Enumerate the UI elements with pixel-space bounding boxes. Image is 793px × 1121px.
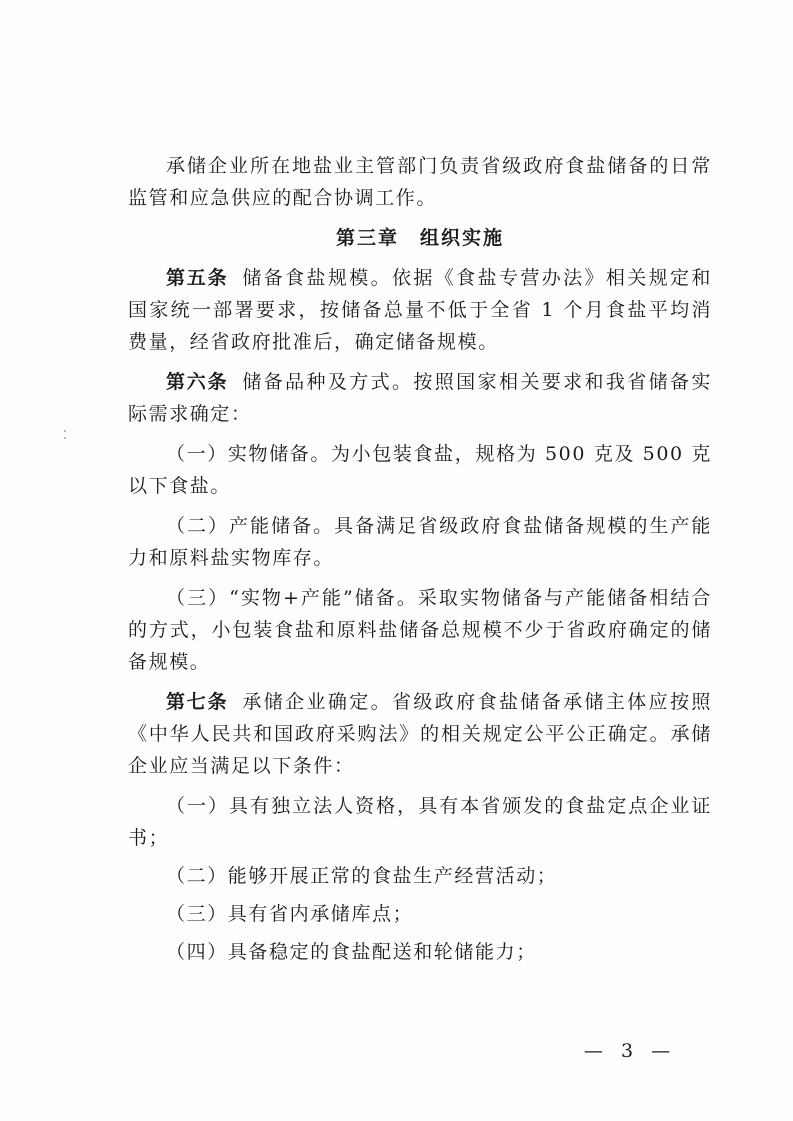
article-6-text: 储备品种及方式。按照国家相关要求和我省储备实际需求确定： xyxy=(128,371,712,425)
scan-mark xyxy=(64,430,66,432)
article-6-label: 第六条 xyxy=(166,371,229,393)
article-6-item-1: （一）实物储备。为小包装食盐，规格为 500 克及 500 克以下食盐。 xyxy=(128,443,712,497)
article-7-text: 承储企业确定。省级政府食盐储备承储主体应按照《中华人民共和国政府采购法》的相关规定公平公正确定。承储企业应当满足以下条件： xyxy=(128,691,712,777)
paragraph-supervision: 承储企业所在地盐业主管部门负责省级政府食盐储备的日常监管和应急供应的配合协调工作。 xyxy=(128,155,712,209)
article-7-item-1: （一）具有独立法人资格，具有本省颁发的食盐定点企业证书； xyxy=(128,795,712,849)
page-number: — 3 — xyxy=(583,1040,677,1062)
document-body xyxy=(128,150,712,974)
article-7-label: 第七条 xyxy=(166,691,229,713)
scan-mark xyxy=(64,437,66,439)
article-6-item-2: （二）产能储备。具备满足省级政府食盐储备规模的生产能力和原料盐实物库存。 xyxy=(128,515,712,569)
article-6 xyxy=(128,366,712,430)
article-7-item-4: （四）具备稳定的食盐配送和轮储能力； xyxy=(166,941,537,963)
article-7-item-3: （三）具有省内承储库点； xyxy=(166,903,414,925)
chapter-heading: 第三章 组织实施 xyxy=(335,227,504,249)
article-7 xyxy=(128,686,712,782)
article-5 xyxy=(128,262,712,358)
article-5-text: 储备食盐规模。依据《食盐专营办法》相关规定和国家统一部署要求，按储备总量不低于全省 1 个月食盐平均消费量，经省政府批准后，确定储备规模。 xyxy=(128,267,712,353)
article-7-item-2: （二）能够开展正常的食盐生产经营活动； xyxy=(166,865,558,887)
article-5-label: 第五条 xyxy=(166,267,229,289)
article-6-item-3: （三）“实物+产能”储备。采取实物储备与产能储备相结合的方式，小包装食盐和原料盐储备总规模不少于省政府确定的储备规模。 xyxy=(128,587,712,673)
